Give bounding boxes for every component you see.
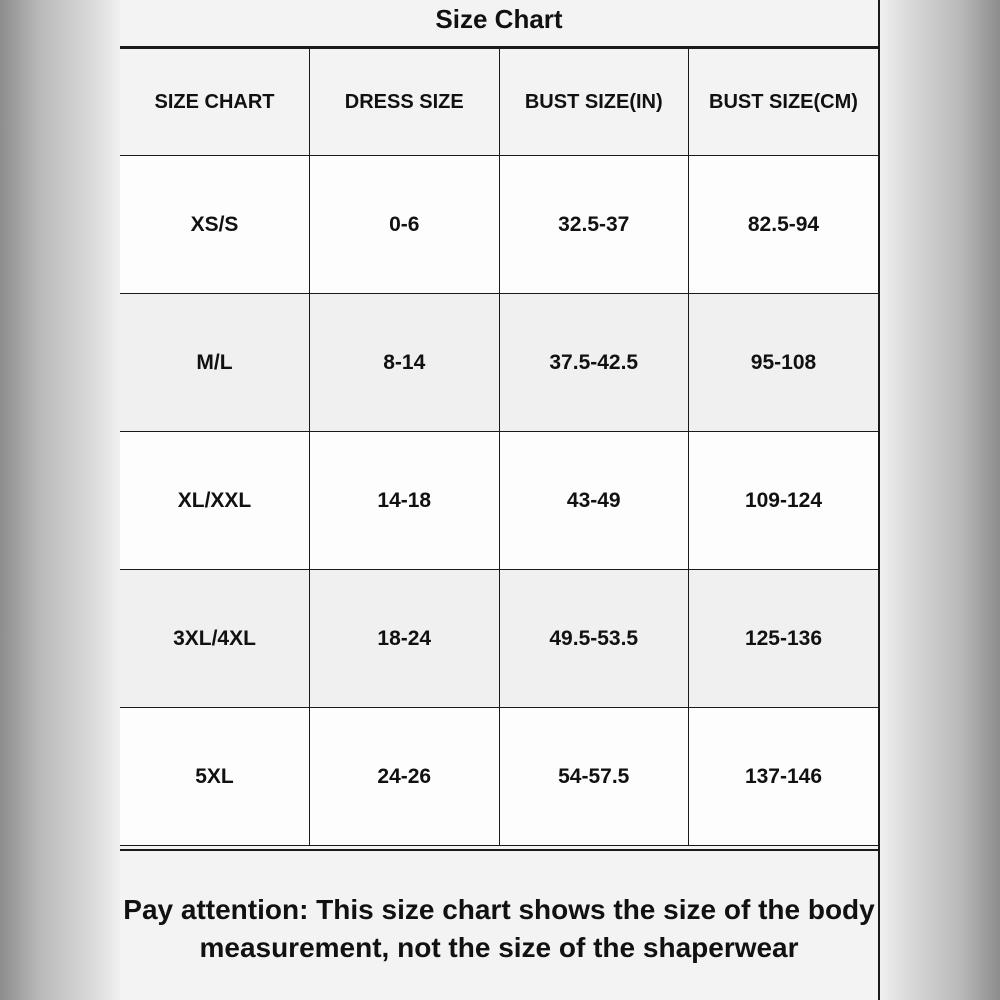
size-table (120, 48, 878, 846)
cell-bust-in: 54-57.5 (499, 708, 689, 846)
table-row (120, 708, 878, 846)
cell-bust-in: 32.5-37 (499, 156, 689, 294)
cell-dress-size: 18-24 (310, 570, 500, 708)
cell-bust-cm: 137-146 (689, 708, 879, 846)
attention-note (120, 849, 878, 1000)
cell-bust-in: 43-49 (499, 432, 689, 570)
cell-dress-size: 24-26 (310, 708, 500, 846)
table-row (120, 156, 878, 294)
cell-bust-in: 37.5-42.5 (499, 294, 689, 432)
header-bust-size-in: BUST SIZE(IN) (499, 49, 689, 156)
table-row (120, 570, 878, 708)
cell-size: XL/XXL (120, 432, 310, 570)
cell-bust-cm: 95-108 (689, 294, 879, 432)
table-row (120, 432, 878, 570)
cell-size: 5XL (120, 708, 310, 846)
cell-bust-cm: 109-124 (689, 432, 879, 570)
cell-dress-size: 8-14 (310, 294, 500, 432)
note-line-1: Pay attention: This size chart shows the size of the body (123, 894, 875, 925)
cell-bust-cm: 125-136 (689, 570, 879, 708)
page-title: Size Chart (120, 0, 878, 48)
cell-size: M/L (120, 294, 310, 432)
size-chart-sheet (120, 0, 880, 1000)
cell-bust-in: 49.5-53.5 (499, 570, 689, 708)
cell-bust-cm: 82.5-94 (689, 156, 879, 294)
table-row (120, 294, 878, 432)
cell-dress-size: 14-18 (310, 432, 500, 570)
header-bust-size-cm: BUST SIZE(CM) (689, 49, 879, 156)
header-dress-size: DRESS SIZE (310, 49, 500, 156)
table-header-row (120, 49, 878, 156)
cell-size: XS/S (120, 156, 310, 294)
header-size-chart: SIZE CHART (120, 49, 310, 156)
cell-size: 3XL/4XL (120, 570, 310, 708)
note-line-2: measurement, not the size of the shaperwear (199, 932, 799, 963)
cell-dress-size: 0-6 (310, 156, 500, 294)
